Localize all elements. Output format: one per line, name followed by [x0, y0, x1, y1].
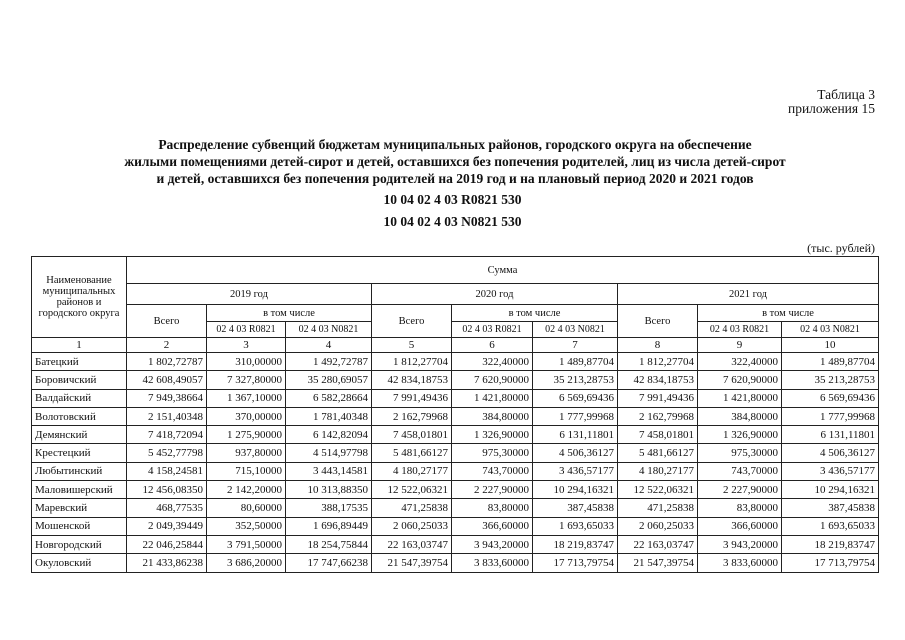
budget-code-1: 10 04 02 4 03 R0821 530 — [383, 192, 522, 207]
amount-cell: 7 991,49436 — [618, 389, 698, 407]
table-ref-line1: Таблица 3 — [817, 87, 875, 102]
amount-cell: 1 802,72787 — [127, 353, 207, 371]
column-index: 1 — [32, 338, 127, 353]
amount-cell: 18 219,83747 — [782, 535, 879, 553]
title-line1: Распределение субвенций бюджетам муниципальных районов, городского округа на обеспечение — [158, 137, 752, 152]
amount-cell: 6 142,82094 — [286, 426, 372, 444]
amount-cell: 21 547,39754 — [372, 554, 452, 572]
units-label: (тыс. рублей) — [807, 241, 875, 255]
amount-cell: 2 151,40348 — [127, 407, 207, 425]
amount-cell: 2 162,79968 — [372, 407, 452, 425]
amount-cell: 1 275,90000 — [207, 426, 286, 444]
amount-cell: 21 547,39754 — [618, 554, 698, 572]
municipality-name: Маловишерский — [32, 481, 127, 499]
amount-cell: 1 812,27704 — [372, 353, 452, 371]
municipality-name: Батецкий — [32, 353, 127, 371]
amount-cell: 384,80000 — [698, 407, 782, 425]
amount-cell: 366,60000 — [698, 517, 782, 535]
amount-cell: 12 522,06321 — [372, 481, 452, 499]
amount-cell: 715,10000 — [207, 462, 286, 480]
municipality-name: Мошенской — [32, 517, 127, 535]
amount-cell: 3 436,57177 — [782, 462, 879, 480]
amount-cell: 22 163,03747 — [618, 535, 698, 553]
amount-cell: 4 514,97798 — [286, 444, 372, 462]
header-year-2021: 2021 год — [618, 284, 879, 305]
document-title — [60, 136, 850, 187]
amount-cell: 388,17535 — [286, 499, 372, 517]
amount-cell: 1 777,99968 — [533, 407, 618, 425]
amount-cell: 7 418,72094 — [127, 426, 207, 444]
municipality-name: Демянский — [32, 426, 127, 444]
header-code-r-2019: 02 4 03 R0821 — [207, 322, 286, 338]
amount-cell: 468,77535 — [127, 499, 207, 517]
table-row — [32, 462, 879, 480]
amount-cell: 17 713,79754 — [533, 554, 618, 572]
amount-cell: 6 569,69436 — [533, 389, 618, 407]
table-row — [32, 426, 879, 444]
header-sum: Сумма — [127, 257, 879, 284]
amount-cell: 7 458,01801 — [618, 426, 698, 444]
header-year-2019: 2019 год — [127, 284, 372, 305]
amount-cell: 387,45838 — [782, 499, 879, 517]
amount-cell: 1 693,65033 — [782, 517, 879, 535]
header-including-2020: в том числе — [452, 305, 618, 322]
amount-cell: 975,30000 — [452, 444, 533, 462]
column-index: 6 — [452, 338, 533, 353]
header-code-r-2021: 02 4 03 R0821 — [698, 322, 782, 338]
amount-cell: 18 219,83747 — [533, 535, 618, 553]
amount-cell: 384,80000 — [452, 407, 533, 425]
amount-cell: 471,25838 — [618, 499, 698, 517]
amount-cell: 1 812,27704 — [618, 353, 698, 371]
municipality-name: Любытинский — [32, 462, 127, 480]
column-index: 3 — [207, 338, 286, 353]
amount-cell: 6 131,11801 — [782, 426, 879, 444]
header-code-r-2020: 02 4 03 R0821 — [452, 322, 533, 338]
amount-cell: 12 522,06321 — [618, 481, 698, 499]
amount-cell: 7 991,49436 — [372, 389, 452, 407]
amount-cell: 4 158,24581 — [127, 462, 207, 480]
amount-cell: 10 294,16321 — [782, 481, 879, 499]
amount-cell: 5 452,77798 — [127, 444, 207, 462]
amount-cell: 1 326,90000 — [452, 426, 533, 444]
subvention-table — [31, 256, 879, 573]
table-row — [32, 407, 879, 425]
amount-cell: 83,80000 — [698, 499, 782, 517]
amount-cell: 743,70000 — [698, 462, 782, 480]
amount-cell: 42 608,49057 — [127, 371, 207, 389]
budget-code-2: 10 04 02 4 03 N0821 530 — [383, 214, 522, 229]
municipality-name: Окуловский — [32, 554, 127, 572]
amount-cell: 2 162,79968 — [618, 407, 698, 425]
column-index: 4 — [286, 338, 372, 353]
amount-cell: 3 833,60000 — [452, 554, 533, 572]
amount-cell: 4 180,27177 — [618, 462, 698, 480]
header-code-n-2019: 02 4 03 N0821 — [286, 322, 372, 338]
amount-cell: 2 060,25033 — [372, 517, 452, 535]
amount-cell: 1 489,87704 — [533, 353, 618, 371]
amount-cell: 366,60000 — [452, 517, 533, 535]
table-row — [32, 444, 879, 462]
amount-cell: 1 421,80000 — [698, 389, 782, 407]
header-total-2021: Всего — [618, 305, 698, 338]
amount-cell: 42 834,18753 — [618, 371, 698, 389]
amount-cell: 1 326,90000 — [698, 426, 782, 444]
column-index: 5 — [372, 338, 452, 353]
table-row — [32, 371, 879, 389]
amount-cell: 1 421,80000 — [452, 389, 533, 407]
amount-cell: 22 046,25844 — [127, 535, 207, 553]
table-reference — [788, 88, 875, 116]
amount-cell: 83,80000 — [452, 499, 533, 517]
amount-cell: 4 180,27177 — [372, 462, 452, 480]
column-index: 2 — [127, 338, 207, 353]
amount-cell: 975,30000 — [698, 444, 782, 462]
amount-cell: 3 436,57177 — [533, 462, 618, 480]
amount-cell: 4 506,36127 — [782, 444, 879, 462]
amount-cell: 6 569,69436 — [782, 389, 879, 407]
amount-cell: 3 833,60000 — [698, 554, 782, 572]
amount-cell: 7 620,90000 — [698, 371, 782, 389]
amount-cell: 387,45838 — [533, 499, 618, 517]
amount-cell: 7 620,90000 — [452, 371, 533, 389]
amount-cell: 310,00000 — [207, 353, 286, 371]
amount-cell: 2 049,39449 — [127, 517, 207, 535]
amount-cell: 937,80000 — [207, 444, 286, 462]
amount-cell: 6 582,28664 — [286, 389, 372, 407]
amount-cell: 5 481,66127 — [618, 444, 698, 462]
amount-cell: 22 163,03747 — [372, 535, 452, 553]
amount-cell: 7 949,38664 — [127, 389, 207, 407]
amount-cell: 10 313,88350 — [286, 481, 372, 499]
header-including-2021: в том числе — [698, 305, 879, 322]
table-row — [32, 517, 879, 535]
header-total-2019: Всего — [127, 305, 207, 338]
amount-cell: 471,25838 — [372, 499, 452, 517]
amount-cell: 322,40000 — [698, 353, 782, 371]
table-row — [32, 481, 879, 499]
amount-cell: 322,40000 — [452, 353, 533, 371]
amount-cell: 1 693,65033 — [533, 517, 618, 535]
amount-cell: 21 433,86238 — [127, 554, 207, 572]
municipality-name: Новгородский — [32, 535, 127, 553]
amount-cell: 35 213,28753 — [782, 371, 879, 389]
municipality-name: Волотовский — [32, 407, 127, 425]
amount-cell: 743,70000 — [452, 462, 533, 480]
amount-cell: 17 713,79754 — [782, 554, 879, 572]
amount-cell: 370,00000 — [207, 407, 286, 425]
header-including-2019: в том числе — [207, 305, 372, 322]
municipality-name: Боровичский — [32, 371, 127, 389]
table-body — [32, 353, 879, 573]
amount-cell: 2 142,20000 — [207, 481, 286, 499]
amount-cell: 1 489,87704 — [782, 353, 879, 371]
amount-cell: 6 131,11801 — [533, 426, 618, 444]
table-row — [32, 535, 879, 553]
amount-cell: 3 686,20000 — [207, 554, 286, 572]
municipality-name: Валдайский — [32, 389, 127, 407]
amount-cell: 2 227,90000 — [698, 481, 782, 499]
header-year-2020: 2020 год — [372, 284, 618, 305]
amount-cell: 35 213,28753 — [533, 371, 618, 389]
column-index: 8 — [618, 338, 698, 353]
title-line3: и детей, оставшихся без попечения родителей на 2019 год и на плановый период 2020 и 2021 годов — [156, 171, 754, 186]
header-municipality: Наименование муниципальных районов и городского округа — [32, 257, 127, 338]
municipality-name: Маревский — [32, 499, 127, 517]
amount-cell: 3 791,50000 — [207, 535, 286, 553]
amount-cell: 17 747,66238 — [286, 554, 372, 572]
header-code-n-2021: 02 4 03 N0821 — [782, 322, 879, 338]
amount-cell: 1 777,99968 — [782, 407, 879, 425]
amount-cell: 80,60000 — [207, 499, 286, 517]
table-ref-line2: приложения 15 — [787, 101, 875, 116]
table-row — [32, 554, 879, 572]
table-row — [32, 499, 879, 517]
table-row — [32, 389, 879, 407]
municipality-name: Крестецкий — [32, 444, 127, 462]
column-index: 9 — [698, 338, 782, 353]
amount-cell: 42 834,18753 — [372, 371, 452, 389]
amount-cell: 2 227,90000 — [452, 481, 533, 499]
amount-cell: 1 367,10000 — [207, 389, 286, 407]
amount-cell: 7 458,01801 — [372, 426, 452, 444]
amount-cell: 35 280,69057 — [286, 371, 372, 389]
column-index: 7 — [533, 338, 618, 353]
amount-cell: 1 696,89449 — [286, 517, 372, 535]
table-row — [32, 353, 879, 371]
amount-cell: 3 943,20000 — [452, 535, 533, 553]
amount-cell: 3 443,14581 — [286, 462, 372, 480]
title-line2: жилыми помещениями детей-сирот и детей, оставшихся без попечения родителей, лиц из числа детей-сирот — [124, 154, 786, 169]
amount-cell: 12 456,08350 — [127, 481, 207, 499]
amount-cell: 1 781,40348 — [286, 407, 372, 425]
amount-cell: 352,50000 — [207, 517, 286, 535]
header-code-n-2020: 02 4 03 N0821 — [533, 322, 618, 338]
amount-cell: 1 492,72787 — [286, 353, 372, 371]
amount-cell: 4 506,36127 — [533, 444, 618, 462]
column-index-row — [32, 338, 879, 353]
amount-cell: 5 481,66127 — [372, 444, 452, 462]
amount-cell: 2 060,25033 — [618, 517, 698, 535]
amount-cell: 7 327,80000 — [207, 371, 286, 389]
amount-cell: 18 254,75844 — [286, 535, 372, 553]
header-total-2020: Всего — [372, 305, 452, 338]
amount-cell: 10 294,16321 — [533, 481, 618, 499]
column-index: 10 — [782, 338, 879, 353]
amount-cell: 3 943,20000 — [698, 535, 782, 553]
